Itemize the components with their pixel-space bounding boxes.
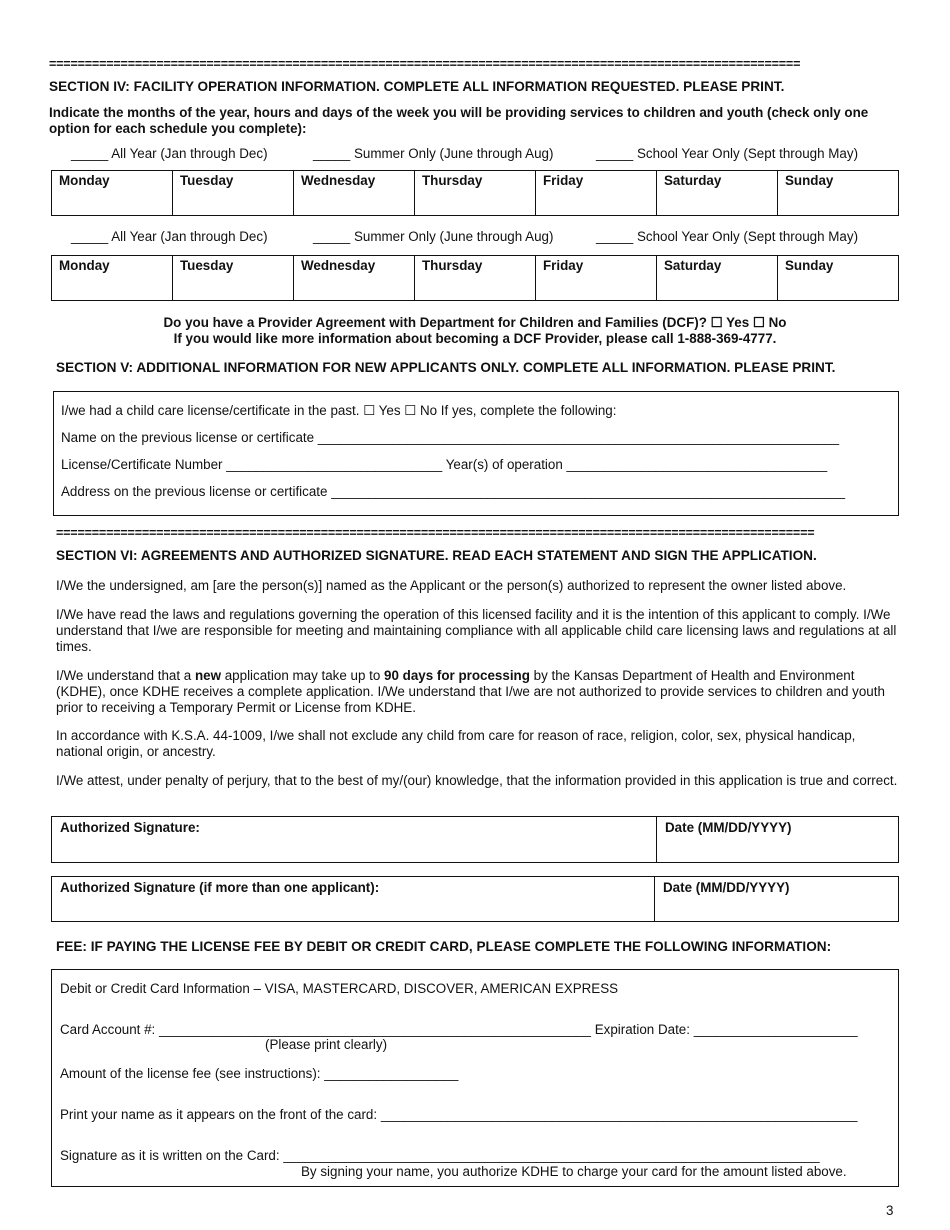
schedule2-day-friday[interactable]: Friday bbox=[536, 256, 657, 301]
dcf-info: If you would like more information about becoming a DCF Provider, please call 1-888-369-4777. bbox=[173, 331, 777, 346]
schedule1-day-saturday[interactable]: Saturday bbox=[657, 171, 778, 216]
schedule2-day-wednesday[interactable]: Wednesday bbox=[294, 256, 415, 301]
card-account-field[interactable]: Card Account #: __________________________________________________________ Expiration Date: ______________________ bbox=[60, 1022, 858, 1037]
schedule2-day-tuesday[interactable]: Tuesday bbox=[173, 256, 294, 301]
previous-name-field[interactable]: Name on the previous license or certificate ______________________________________________________________________ bbox=[61, 430, 840, 445]
license-fee-amount-label: Amount of the license fee (see instructions): bbox=[60, 1066, 321, 1081]
cardholder-name-field[interactable]: Print your name as it appears on the front of the card: ________________________________________________________________ bbox=[60, 1107, 858, 1122]
schedule1-days-table bbox=[51, 170, 899, 216]
license-number-label: License/Certificate Number bbox=[61, 457, 223, 472]
schedule1-day-thursday[interactable]: Thursday bbox=[415, 171, 536, 216]
authorized-signature-label: Authorized Signature: bbox=[60, 820, 200, 835]
license-fee-amount-field[interactable]: Amount of the license fee (see instructions): __________________ bbox=[60, 1066, 459, 1081]
years-operation-label: Year(s) of operation bbox=[445, 457, 563, 472]
schedule2-day-saturday[interactable]: Saturday bbox=[657, 256, 778, 301]
card-account-label: Card Account #: bbox=[60, 1022, 156, 1037]
authorize-charge-note: By signing your name, you authorize KDHE to charge your card for the amount listed above. bbox=[301, 1164, 847, 1179]
previous-address-field[interactable]: Address on the previous license or certificate _____________________________________________________________________ bbox=[61, 484, 846, 499]
section-iv-instructions: Indicate the months of the year, hours and days of the week you will be providing services to children and youth (check only one option for each schedule you complete): bbox=[49, 105, 869, 136]
second-authorized-signature-label: Authorized Signature (if more than one applicant): bbox=[60, 880, 380, 895]
schedule1-day-friday[interactable]: Friday bbox=[536, 171, 657, 216]
fee-heading: FEE: IF PAYING THE LICENSE FEE BY DEBIT OR CREDIT CARD, PLEASE COMPLETE THE FOLLOWING INFORMATION: bbox=[56, 939, 832, 954]
print-clearly-note: (Please print clearly) bbox=[265, 1037, 388, 1052]
agreement-paragraph-3: I/We understand that a new application may take up to 90 days for processing by the Kansas Department of Health and Environment (KDHE), once KDHE receives a complete application. I/We understand that I/we are not authorized to provide services to children and youth prior to receiving a Temporary Permit or License from KDHE. bbox=[56, 668, 885, 715]
section-vi-heading: SECTION VI: AGREEMENTS AND AUTHORIZED SIGNATURE. READ EACH STATEMENT AND SIGN THE APPLICATION. bbox=[56, 548, 817, 563]
schedule1-day-wednesday[interactable]: Wednesday bbox=[294, 171, 415, 216]
second-authorized-signature-field[interactable] bbox=[52, 877, 655, 921]
previous-license-box bbox=[53, 391, 899, 516]
schedule2-day-monday[interactable]: Monday bbox=[52, 256, 173, 301]
schedule1-day-sunday[interactable]: Sunday bbox=[778, 171, 899, 216]
card-information-box bbox=[51, 969, 899, 1187]
second-signature-date-field[interactable] bbox=[655, 877, 898, 921]
schedule2-option-school-year[interactable]: _____ School Year Only (Sept through May) bbox=[596, 229, 859, 244]
license-number-field[interactable]: License/Certificate Number _____________________________ Year(s) of operation ___________________________________ bbox=[61, 457, 828, 472]
schedule1-option-all-year[interactable]: _____ All Year (Jan through Dec) bbox=[71, 146, 268, 161]
dcf-question[interactable]: Do you have a Provider Agreement with Department for Children and Families (DCF)? ☐ Yes ☐ No bbox=[163, 315, 787, 330]
schedule1-option-school-year[interactable]: _____ School Year Only (Sept through May) bbox=[596, 146, 859, 161]
schedule2-option-all-year[interactable]: _____ All Year (Jan through Dec) bbox=[71, 229, 268, 244]
signature-date-field[interactable] bbox=[657, 817, 898, 862]
agreement-paragraph-2: I/We have read the laws and regulations governing the operation of this licensed facility and it is the intention of this applicant to comply. I/We understand that I/we are responsible for meeting and maintaining compliance with all applicable child care licensing laws and regulations at all times. bbox=[56, 607, 897, 654]
schedule2-day-thursday[interactable]: Thursday bbox=[415, 256, 536, 301]
schedule1-day-monday[interactable]: Monday bbox=[52, 171, 173, 216]
previous-name-label: Name on the previous license or certificate bbox=[61, 430, 315, 445]
card-types-text: Debit or Credit Card Information – VISA, MASTERCARD, DISCOVER, AMERICAN EXPRESS bbox=[60, 981, 619, 996]
cardholder-name-label: Print your name as it appears on the front of the card: bbox=[60, 1107, 378, 1122]
card-signature-field[interactable]: Signature as it is written on the Card: ________________________________________________________________________ bbox=[60, 1148, 820, 1163]
agreement-paragraph-1: I/We the undersigned, am [are the person(s)] named as the Applicant or the person(s) authorized to represent the owner listed above. bbox=[56, 578, 847, 593]
second-signature-date-label: Date (MM/DD/YYYY) bbox=[663, 880, 790, 895]
schedule2-days-table bbox=[51, 255, 899, 301]
signature-row-2 bbox=[51, 876, 899, 922]
schedule1-day-tuesday[interactable]: Tuesday bbox=[173, 171, 294, 216]
section-v-heading: SECTION V: ADDITIONAL INFORMATION FOR NEW APPLICANTS ONLY. COMPLETE ALL INFORMATION. PLEASE PRINT. bbox=[56, 360, 836, 375]
agreement-paragraph-4: In accordance with K.S.A. 44-1009, I/we shall not exclude any child from care for reason of race, religion, color, sex, physical handicap, national origin, or ancestry. bbox=[56, 728, 856, 759]
schedule1-option-summer[interactable]: _____ Summer Only (June through Aug) bbox=[313, 146, 554, 161]
signature-row-1 bbox=[51, 816, 899, 863]
card-signature-label: Signature as it is written on the Card: bbox=[60, 1148, 280, 1163]
signature-date-label: Date (MM/DD/YYYY) bbox=[665, 820, 792, 835]
schedule2-option-summer[interactable]: _____ Summer Only (June through Aug) bbox=[313, 229, 554, 244]
page-number: 3 bbox=[886, 1203, 894, 1218]
separator-line: ========================================================================================================= bbox=[49, 57, 801, 71]
separator-line-2: ========================================================================================================== bbox=[56, 526, 815, 540]
previous-address-label: Address on the previous license or certificate bbox=[61, 484, 328, 499]
license-past-question[interactable]: I/we had a child care license/certificate in the past. ☐ Yes ☐ No If yes, complete the following: bbox=[61, 403, 617, 418]
authorized-signature-field[interactable] bbox=[52, 817, 657, 862]
schedule2-day-sunday[interactable]: Sunday bbox=[778, 256, 899, 301]
agreement-paragraph-5: I/We attest, under penalty of perjury, that to the best of my/(our) knowledge, that the information provided in this application is true and correct. bbox=[56, 773, 898, 788]
expiration-date-label: Expiration Date: bbox=[594, 1022, 690, 1037]
section-iv-heading: SECTION IV: FACILITY OPERATION INFORMATION. COMPLETE ALL INFORMATION REQUESTED. PLEASE PRINT. bbox=[49, 79, 785, 94]
